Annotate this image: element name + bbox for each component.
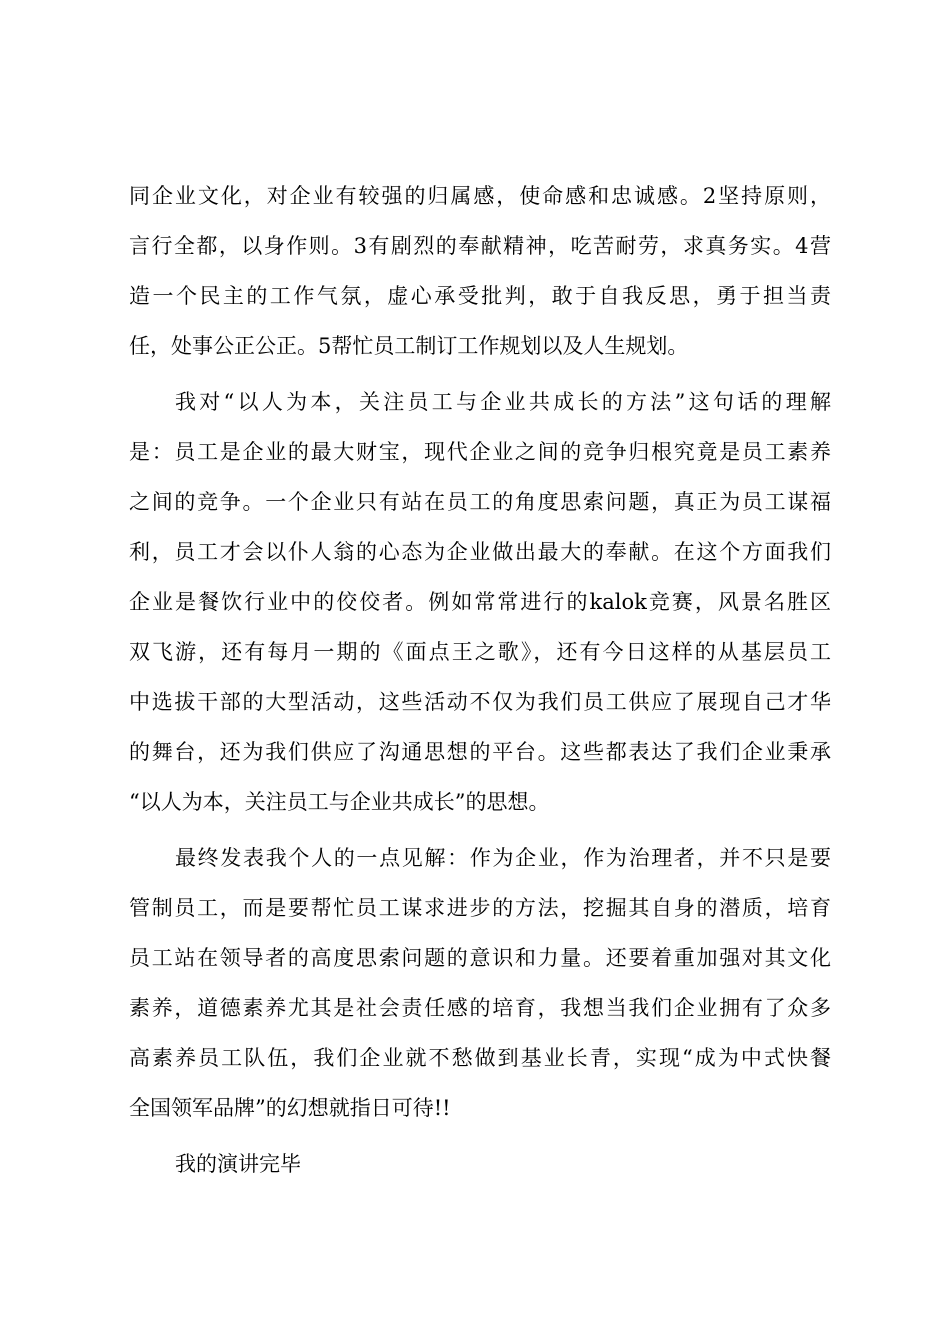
- paragraph-3: [129, 847, 831, 1147]
- paragraph-line: 中选拔干部的大型活动，这些活动不仅为我们员工供应了展现自己才华: [129, 690, 831, 714]
- paragraph-line: 高素养员工队伍，我们企业就不愁做到基业长青，实现“成为中式快餐: [129, 1046, 831, 1070]
- paragraph-line: 同企业文化，对企业有较强的归属感，使命感和忠诚感。2坚持原则，: [129, 184, 831, 208]
- paragraph-4: [129, 1153, 831, 1203]
- paragraph-line: 是：员工是企业的最大财宝，现代企业之间的竞争归根究竟是员工素养: [129, 440, 831, 464]
- paragraph-line: 素养，道德素养尤其是社会责任感的培育，我想当我们企业拥有了众多: [129, 996, 831, 1020]
- paragraph-2: [129, 391, 831, 841]
- paragraph-line: 双飞游，还有每月一期的《面点王之歌》，还有今日这样的从基层员工: [129, 640, 831, 664]
- paragraph-line: 之间的竞争。一个企业只有站在员工的角度思索问题，真正为员工谋福: [129, 490, 831, 514]
- paragraph-line: 造一个民主的工作气氛，虚心承受批判，敢于自我反思，勇于担当责: [129, 284, 831, 308]
- document-body: [129, 185, 831, 1203]
- paragraph-line: 企业是餐饮行业中的佼佼者。例如常常进行的kalok竞赛，风景名胜区: [129, 590, 831, 614]
- paragraph-line: 的舞台，还为我们供应了沟通思想的平台。这些都表达了我们企业秉承: [129, 740, 831, 764]
- paragraph-line: 我对“以人为本，关注员工与企业共成长的方法”这句话的理解: [175, 390, 831, 414]
- paragraph-1: [129, 185, 831, 385]
- paragraph-line: 任，处事公正公正。5帮忙员工制订工作规划以及人生规划。: [129, 334, 689, 358]
- paragraph-line: 全国领军品牌”的幻想就指日可待!!: [129, 1096, 451, 1120]
- paragraph-line: 管制员工，而是要帮忙员工谋求进步的方法，挖掘其自身的潜质，培育: [129, 896, 831, 920]
- paragraph-line: 最终发表我个人的一点见解：作为企业，作为治理者，并不只是要: [175, 846, 831, 870]
- paragraph-line: “以人为本，关注员工与企业共成长”的思想。: [129, 790, 550, 814]
- paragraph-line: 利，员工才会以仆人翁的心态为企业做出最大的奉献。在这个方面我们: [129, 540, 831, 564]
- paragraph-line: 员工站在领导者的高度思索问题的意识和力量。还要着重加强对其文化: [129, 946, 831, 970]
- paragraph-line: 言行全都，以身作则。3有剧烈的奉献精神，吃苦耐劳，求真务实。4营: [129, 234, 831, 258]
- closing-line: 我的演讲完毕: [175, 1152, 301, 1176]
